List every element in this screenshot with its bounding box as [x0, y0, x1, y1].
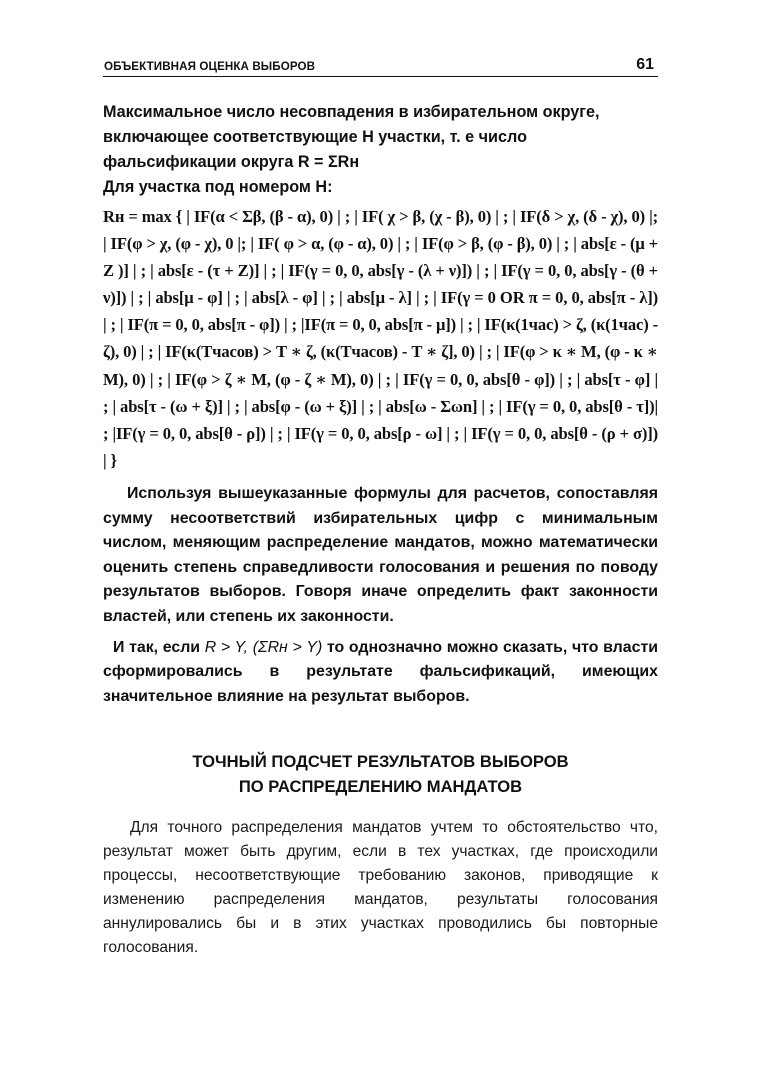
running-header: [103, 54, 658, 77]
conclusion-rest: то однозначно можно сказать, что власти сформировались в результате фальсификаций, имеющих значительное влияние на результат выборов.: [103, 638, 658, 705]
intro-line-1: Максимальное число несовпадения в избирательном округе,: [103, 103, 600, 121]
paragraph-conclusion: [103, 636, 658, 710]
intro-line-3: фальсификации округа R = ΣRн: [103, 153, 360, 171]
intro-line-4: Для участка под номером Н:: [103, 178, 333, 196]
paragraph-formulas-usage: Используя вышеуказанные формулы для расчетов, сопоставляя сумму несоответствий избирательных цифр с минимальным числом, меняющим распределение мандатов, можно математически оценить степень справедливости голосования и решения по поводу результатов выборов. Говоря иначе определить факт законности властей, или степень их законности.: [103, 484, 658, 625]
intro-line-2: включающее соответствующие Н участки, т. е число: [103, 128, 527, 146]
conclusion-lead: И так, если: [113, 638, 205, 656]
section-heading: [103, 749, 658, 799]
conclusion-condition: R > Y, (ΣRн > Y): [204, 638, 323, 656]
max-formula: Rн = max { | IF(α < Σβ, (β - α), 0) | ; | IF( χ > β, (χ - β), 0) | ; | IF(δ > χ, (δ - χ), 0) |; | IF(φ > χ, (φ - χ), 0 |; | IF( φ > α, (φ - α), 0) | ; | IF(φ > β, (φ - β), 0) | ; | abs[ε - (μ + Z )] | ; | abs[ε - (τ + Z)] | ; | IF(γ = 0, 0, abs[γ - (λ + ν)]) | ; | IF(γ = 0, 0, abs[γ - (θ + ν)]) | ; | abs[μ - φ] | ; | abs[λ - φ] | ; | abs[μ - λ] | ; | IF(γ = 0 OR π = 0, 0, abs[π - λ]) | ; | IF(π = 0, 0, abs[π - φ]) | ; |IF(π = 0, 0, abs[π - μ]) | ; | IF(κ(1час) > ζ, (κ(1час) - ζ), 0) | ; | IF(κ(Тчасов) > T ∗ ζ, (κ(Тчасов) - T ∗ ζ], 0) | ; | IF(φ > κ ∗ M, (φ - κ ∗ M), 0) | ; | IF(φ > ζ ∗ M, (φ - ζ ∗ M), 0) | ; | IF(γ = 0, 0, abs[θ - φ]) | ; | abs[τ - φ] | ; | abs[τ - (ω + ξ)] | ; | abs[φ - (ω + ξ)] | ; | abs[ω - Σωn] | ; | IF(γ = 0, 0, abs[θ - τ])| ; |IF(γ = 0, 0, abs[θ - ρ]) | ; | IF(γ = 0, 0, abs[ρ - ω] | ; | IF(γ = 0, 0, abs[θ - (ρ + σ)]) | }: [103, 207, 658, 470]
page-number: 61: [636, 56, 654, 73]
running-title: ОБЪЕКТИВНАЯ ОЦЕНКА ВЫБОРОВ: [104, 60, 316, 73]
intro-block: [103, 100, 658, 200]
section-heading-line-2: ПО РАСПРЕДЕЛЕНИЮ МАНДАТОВ: [238, 777, 523, 797]
page-body: [103, 100, 658, 960]
section-heading-line-1: ТОЧНЫЙ ПОДСЧЕТ РЕЗУЛЬТАТОВ ВЫБОРОВ: [192, 752, 569, 772]
section-paragraph: Для точного распределения мандатов учтем то обстоятельство что, результат может быть другим, если в тех участках, где происходили процессы, несоответствующие требованию законов, приводящие к изменению распределения мандатов, результаты голосования аннулировались бы и в этих участках проводились бы повторные голосования.: [103, 819, 658, 957]
